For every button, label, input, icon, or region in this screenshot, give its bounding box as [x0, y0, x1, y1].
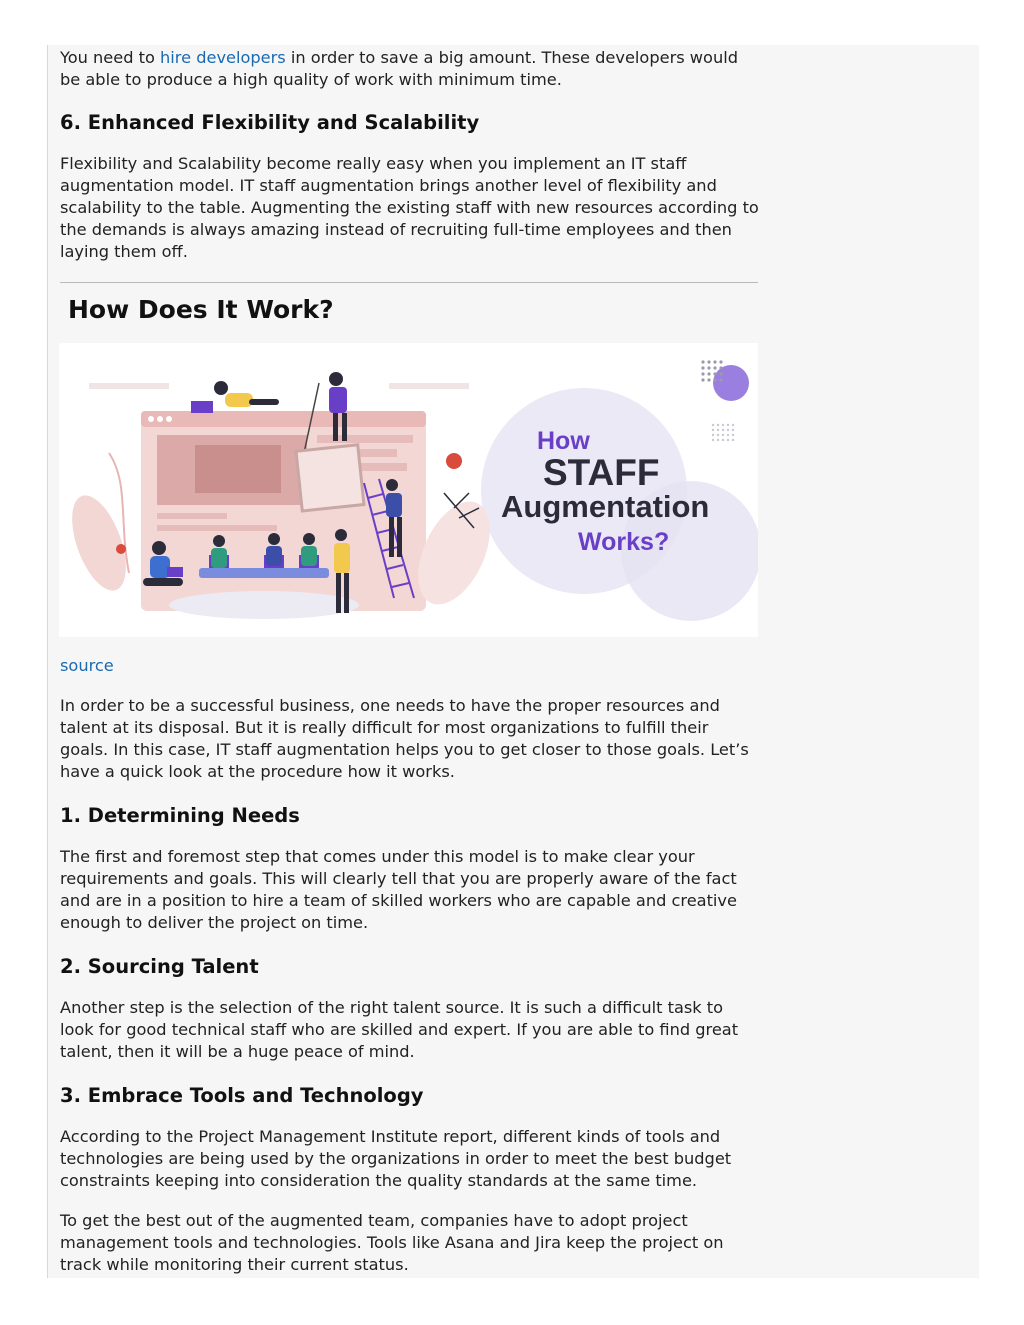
title-works: Works?: [578, 528, 670, 556]
person-top-lying: [191, 381, 279, 413]
source-link[interactable]: source: [60, 656, 114, 675]
intro-text-end: in order to save a big amount. These developers would be able to produce a high quality of work with minimum time.: [60, 48, 738, 89]
step-3-heading: 3. Embrace Tools and Technology: [60, 1084, 424, 1107]
title-augmentation: Augmentation: [501, 489, 710, 524]
step-3-body-1: According to the Project Management Institute report, different kinds of tools and technologies are being used by the organizations in order to meet the best budget constraints keeping into consideration the quality standards at the same time.: [60, 1127, 732, 1190]
section-6-heading: 6. Enhanced Flexibility and Scalability: [60, 111, 480, 134]
intro-text-start: You need to: [60, 48, 161, 67]
divider: [60, 282, 758, 283]
dot-grid-2-icon: [712, 424, 734, 441]
title-staff: STAFF: [543, 452, 660, 493]
step-1-body: The first and foremost step that comes under this model is to make clear your requirements and goals. This will clearly tell that you are properly aware of the fact and are in a position to hire a team of skilled workers who are capable and creative enough to deliver the project on time.: [60, 847, 737, 932]
step-2-heading: 2. Sourcing Talent: [60, 955, 259, 978]
step-1-heading: 1. Determining Needs: [60, 804, 300, 827]
illustration-svg: [59, 343, 758, 637]
hire-developers-link[interactable]: hire developers: [160, 48, 286, 67]
staff-augmentation-illustration: [59, 343, 758, 637]
title-how: How: [537, 427, 590, 455]
how-does-it-work-heading: How Does It Work?: [68, 295, 334, 324]
purple-dot: [713, 365, 749, 401]
section-6-body: Flexibility and Scalability become really easy when you implement an IT staff augmentation model. IT staff augmentation brings another level of flexibility and scalability to the table. Augmenting the existing staff with new resources according to the demands is always amazing instead of recruiting full-time employees and then laying them off.: [60, 154, 759, 261]
intro2-paragraph: In order to be a successful business, one needs to have the proper resources and talent at its disposal. But it is really difficult for most organizations to fulfill their goals. In this case, IT staff augmentation helps you to get closer to those goals. Let’s have a quick look at the procedure how it works.: [60, 696, 749, 781]
step-2-body: Another step is the selection of the right talent source. It is such a difficult task to look for good technical staff who are skilled and expert. If you are able to find great talent, then it will be a huge peace of mind.: [60, 998, 739, 1061]
step-3-body-2: To get the best out of the augmented team, companies have to adopt project management tools and technologies. Tools like Asana and Jira keep the project on track while monitoring their current status.: [60, 1211, 724, 1274]
intro-paragraph: [60, 47, 760, 91]
